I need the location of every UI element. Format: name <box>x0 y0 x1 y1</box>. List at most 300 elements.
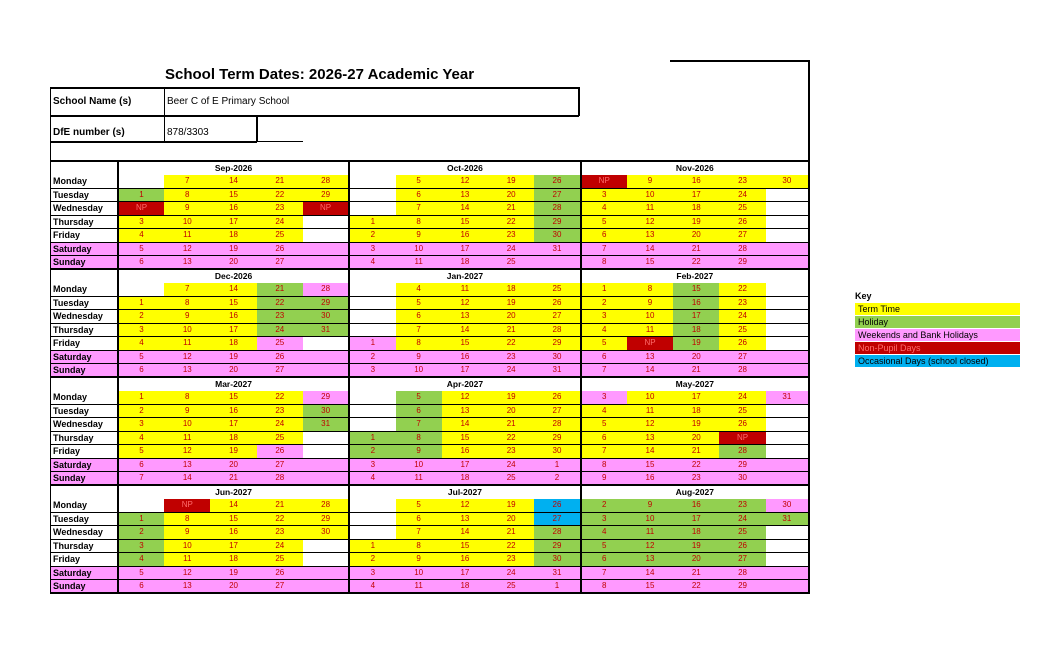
day-cell: 15 <box>627 256 673 270</box>
day-cell: 1 <box>534 580 580 594</box>
day-cell: 30 <box>303 526 349 540</box>
day-cell: NP <box>627 337 673 351</box>
day-cell: 31 <box>766 512 809 526</box>
day-cell: 1 <box>349 539 395 553</box>
day-cell: 27 <box>257 364 303 378</box>
day-cell: 4 <box>349 580 395 594</box>
day-cell: 18 <box>442 256 488 270</box>
day-cell: 16 <box>442 553 488 567</box>
day-cell <box>303 539 349 553</box>
day-cell <box>303 350 349 364</box>
day-cell: 6 <box>396 512 442 526</box>
day-label: Friday <box>51 445 118 459</box>
day-cell: 9 <box>164 202 210 216</box>
day-cell: 1 <box>581 283 627 297</box>
day-cell: 11 <box>396 472 442 486</box>
day-cell: 13 <box>164 364 210 378</box>
day-cell <box>766 337 809 351</box>
day-cell: 28 <box>719 566 765 580</box>
day-cell: 14 <box>442 323 488 337</box>
day-cell <box>766 580 809 594</box>
day-cell <box>118 499 164 513</box>
day-cell: 18 <box>442 580 488 594</box>
day-cell: 1 <box>349 215 395 229</box>
day-cell: 16 <box>442 350 488 364</box>
day-cell <box>766 323 809 337</box>
day-cell: 26 <box>719 215 765 229</box>
day-cell: 23 <box>488 553 534 567</box>
page-title: School Term Dates: 2026-27 Academic Year <box>165 66 475 83</box>
day-cell: 16 <box>673 499 719 513</box>
day-cell: 23 <box>257 202 303 216</box>
day-cell: 28 <box>257 472 303 486</box>
day-cell: 19 <box>673 337 719 351</box>
day-cell: 9 <box>396 229 442 243</box>
day-cell: 25 <box>488 580 534 594</box>
day-cell: 28 <box>303 283 349 297</box>
day-cell: 14 <box>164 472 210 486</box>
day-cell: 20 <box>673 553 719 567</box>
day-cell: 26 <box>534 499 580 513</box>
day-cell: 2 <box>349 445 395 459</box>
day-cell: 6 <box>118 256 164 270</box>
day-cell: 15 <box>627 580 673 594</box>
day-cell: 24 <box>257 215 303 229</box>
day-cell: 22 <box>257 188 303 202</box>
day-cell: 8 <box>164 512 210 526</box>
day-cell: 15 <box>442 431 488 445</box>
month-header: Aug-2027 <box>581 485 809 499</box>
day-cell: 7 <box>164 283 210 297</box>
day-label: Saturday <box>51 242 118 256</box>
day-cell: 28 <box>534 323 580 337</box>
day-cell <box>303 256 349 270</box>
day-cell <box>766 215 809 229</box>
day-label: Wednesday <box>51 526 118 540</box>
day-cell: 1 <box>118 391 164 405</box>
day-cell: 9 <box>164 526 210 540</box>
day-cell: 3 <box>581 310 627 324</box>
day-cell: 14 <box>627 566 673 580</box>
day-cell: 21 <box>257 499 303 513</box>
day-cell: 20 <box>210 256 256 270</box>
day-cell: 5 <box>581 418 627 432</box>
day-cell <box>766 283 809 297</box>
day-cell: 14 <box>210 175 256 189</box>
day-cell: 15 <box>210 512 256 526</box>
day-cell: 28 <box>719 242 765 256</box>
day-cell: 16 <box>210 526 256 540</box>
day-cell: 19 <box>673 215 719 229</box>
day-cell: 19 <box>488 499 534 513</box>
day-cell: 16 <box>442 445 488 459</box>
day-cell: 12 <box>164 445 210 459</box>
day-cell: 28 <box>719 364 765 378</box>
day-cell: 23 <box>488 350 534 364</box>
day-cell: 20 <box>673 350 719 364</box>
day-cell: 30 <box>766 499 809 513</box>
month-header: Dec-2026 <box>118 269 349 283</box>
day-cell: 27 <box>719 350 765 364</box>
day-cell: 18 <box>673 526 719 540</box>
day-cell: 12 <box>627 539 673 553</box>
day-cell <box>766 458 809 472</box>
day-cell: 9 <box>627 175 673 189</box>
day-cell: 23 <box>488 229 534 243</box>
day-cell: 5 <box>118 242 164 256</box>
day-cell: 3 <box>581 512 627 526</box>
day-cell <box>766 566 809 580</box>
right-frame-top <box>670 60 810 62</box>
day-cell: 20 <box>210 458 256 472</box>
day-cell <box>766 310 809 324</box>
day-cell: 21 <box>488 202 534 216</box>
day-cell: 22 <box>719 283 765 297</box>
day-cell: 15 <box>210 188 256 202</box>
day-cell: NP <box>303 202 349 216</box>
month-header: Jun-2027 <box>118 485 349 499</box>
day-cell: 1 <box>534 458 580 472</box>
day-label: Friday <box>51 553 118 567</box>
school-name-divider <box>164 87 165 116</box>
day-label: Monday <box>51 175 118 189</box>
day-cell: 13 <box>164 256 210 270</box>
day-cell: 13 <box>627 553 673 567</box>
header-frame-top <box>50 87 579 89</box>
day-cell: 29 <box>303 188 349 202</box>
day-cell: 22 <box>257 512 303 526</box>
day-cell: 24 <box>488 242 534 256</box>
month-header-spacer <box>51 485 118 499</box>
day-cell: 9 <box>627 296 673 310</box>
day-cell: 19 <box>673 418 719 432</box>
day-cell <box>766 242 809 256</box>
day-cell: 10 <box>627 391 673 405</box>
day-cell: 7 <box>581 566 627 580</box>
day-cell: 17 <box>210 323 256 337</box>
day-label: Sunday <box>51 472 118 486</box>
day-cell: 29 <box>534 337 580 351</box>
day-cell: 31 <box>534 364 580 378</box>
day-cell: 9 <box>627 499 673 513</box>
day-cell: 28 <box>534 526 580 540</box>
day-cell: 27 <box>719 553 765 567</box>
day-cell: 20 <box>488 188 534 202</box>
day-cell: 16 <box>627 472 673 486</box>
day-cell: 26 <box>719 539 765 553</box>
day-cell: 8 <box>581 580 627 594</box>
day-cell: 21 <box>488 323 534 337</box>
day-cell <box>303 215 349 229</box>
day-cell: 15 <box>673 283 719 297</box>
day-cell: 29 <box>303 391 349 405</box>
day-label: Tuesday <box>51 512 118 526</box>
day-cell: 14 <box>627 242 673 256</box>
day-label: Thursday <box>51 215 118 229</box>
day-cell: 12 <box>627 418 673 432</box>
day-cell: 22 <box>488 337 534 351</box>
day-cell <box>349 310 395 324</box>
day-label: Friday <box>51 337 118 351</box>
day-cell: 29 <box>303 296 349 310</box>
day-cell: 3 <box>118 539 164 553</box>
day-cell: 3 <box>349 242 395 256</box>
day-cell: 24 <box>488 458 534 472</box>
day-cell: 17 <box>442 566 488 580</box>
day-cell <box>349 512 395 526</box>
day-cell: 16 <box>673 175 719 189</box>
day-cell: 23 <box>719 296 765 310</box>
day-label: Thursday <box>51 323 118 337</box>
day-cell: 24 <box>257 418 303 432</box>
day-cell: 2 <box>349 553 395 567</box>
day-cell: 26 <box>719 418 765 432</box>
day-cell: 10 <box>164 323 210 337</box>
day-cell: 21 <box>488 418 534 432</box>
day-cell: 9 <box>581 472 627 486</box>
day-cell: 29 <box>303 512 349 526</box>
day-cell: 30 <box>766 175 809 189</box>
day-cell: 19 <box>488 296 534 310</box>
day-cell: 4 <box>581 404 627 418</box>
day-cell: 2 <box>581 296 627 310</box>
day-cell: 30 <box>719 472 765 486</box>
day-cell: 16 <box>442 229 488 243</box>
key-item: Weekends and Bank Holidays <box>855 329 1020 342</box>
day-cell: 18 <box>210 229 256 243</box>
day-cell: 10 <box>396 458 442 472</box>
day-cell: 9 <box>164 404 210 418</box>
day-cell <box>534 256 580 270</box>
day-cell: 13 <box>442 512 488 526</box>
day-cell: 10 <box>627 188 673 202</box>
day-cell: 14 <box>442 526 488 540</box>
day-cell: 21 <box>673 566 719 580</box>
day-cell: 27 <box>719 229 765 243</box>
day-label: Tuesday <box>51 404 118 418</box>
month-header: Feb-2027 <box>581 269 809 283</box>
day-cell <box>303 566 349 580</box>
day-cell: 12 <box>442 391 488 405</box>
day-cell: 3 <box>118 215 164 229</box>
day-cell: 16 <box>210 202 256 216</box>
day-cell: 25 <box>488 256 534 270</box>
day-cell: 12 <box>164 242 210 256</box>
day-cell: 18 <box>673 202 719 216</box>
day-cell: 4 <box>581 323 627 337</box>
day-cell: 26 <box>257 350 303 364</box>
day-cell: 1 <box>349 337 395 351</box>
day-cell <box>303 242 349 256</box>
day-cell: 14 <box>210 499 256 513</box>
day-cell: 8 <box>396 337 442 351</box>
day-cell <box>349 499 395 513</box>
day-cell: 26 <box>257 445 303 459</box>
day-cell: 13 <box>164 458 210 472</box>
day-cell: 21 <box>673 445 719 459</box>
day-cell: 27 <box>257 580 303 594</box>
day-cell <box>303 458 349 472</box>
day-cell: 20 <box>210 580 256 594</box>
day-cell: 8 <box>581 256 627 270</box>
day-cell: 25 <box>257 337 303 351</box>
day-cell: 15 <box>442 337 488 351</box>
day-cell: 19 <box>673 539 719 553</box>
calendar-table <box>50 160 810 594</box>
day-label: Wednesday <box>51 310 118 324</box>
day-cell: 4 <box>349 256 395 270</box>
day-cell <box>349 404 395 418</box>
day-cell <box>766 256 809 270</box>
day-cell: 4 <box>118 229 164 243</box>
day-label: Saturday <box>51 458 118 472</box>
day-cell: 5 <box>581 539 627 553</box>
right-frame-side <box>808 60 810 160</box>
day-cell: 8 <box>164 296 210 310</box>
day-cell: 9 <box>164 310 210 324</box>
day-cell: 29 <box>719 458 765 472</box>
day-cell: 9 <box>396 350 442 364</box>
day-cell: 17 <box>673 188 719 202</box>
day-cell: 14 <box>627 364 673 378</box>
day-cell: 13 <box>627 229 673 243</box>
day-cell: 23 <box>257 526 303 540</box>
day-cell: 13 <box>442 404 488 418</box>
day-label: Tuesday <box>51 296 118 310</box>
day-cell: 24 <box>257 539 303 553</box>
day-cell: 18 <box>673 404 719 418</box>
day-cell: 23 <box>257 310 303 324</box>
day-cell: 15 <box>210 391 256 405</box>
day-cell: 3 <box>349 566 395 580</box>
day-cell: 5 <box>118 350 164 364</box>
day-cell: 2 <box>534 472 580 486</box>
day-cell: 17 <box>442 458 488 472</box>
day-cell: 25 <box>257 229 303 243</box>
day-cell <box>349 175 395 189</box>
day-cell: 26 <box>719 337 765 351</box>
day-cell: 4 <box>118 431 164 445</box>
day-cell: 21 <box>673 242 719 256</box>
day-cell <box>766 202 809 216</box>
day-cell: 4 <box>396 283 442 297</box>
day-cell: 1 <box>118 188 164 202</box>
day-cell: 17 <box>442 242 488 256</box>
day-cell: 22 <box>488 431 534 445</box>
day-cell <box>766 229 809 243</box>
day-cell: 8 <box>581 458 627 472</box>
day-cell: 29 <box>719 256 765 270</box>
day-label: Monday <box>51 283 118 297</box>
day-cell <box>303 445 349 459</box>
day-cell: 3 <box>349 364 395 378</box>
day-cell <box>303 580 349 594</box>
day-label: Monday <box>51 499 118 513</box>
day-cell: 25 <box>719 404 765 418</box>
day-cell <box>766 539 809 553</box>
day-cell: 14 <box>210 283 256 297</box>
day-cell: 21 <box>673 364 719 378</box>
day-cell: 22 <box>488 539 534 553</box>
day-cell: 1 <box>349 431 395 445</box>
day-cell: 17 <box>210 418 256 432</box>
day-cell: 25 <box>719 526 765 540</box>
day-cell <box>766 472 809 486</box>
day-cell: 31 <box>303 323 349 337</box>
key-item: Non-Pupil Days <box>855 342 1020 355</box>
day-cell: 14 <box>442 202 488 216</box>
day-cell <box>766 553 809 567</box>
day-cell: 22 <box>673 458 719 472</box>
day-label: Monday <box>51 391 118 405</box>
day-cell: 3 <box>118 323 164 337</box>
day-cell: 6 <box>581 431 627 445</box>
school-name-label: School Name (s) <box>53 96 132 107</box>
day-cell: NP <box>581 175 627 189</box>
day-cell: 8 <box>627 283 673 297</box>
day-label: Friday <box>51 229 118 243</box>
day-cell: 13 <box>164 580 210 594</box>
day-cell: 6 <box>396 188 442 202</box>
day-cell: 20 <box>210 364 256 378</box>
day-cell: 24 <box>257 323 303 337</box>
day-cell: 12 <box>442 175 488 189</box>
day-label: Thursday <box>51 539 118 553</box>
day-cell: 31 <box>534 242 580 256</box>
key-item: Holiday <box>855 316 1020 329</box>
day-label: Saturday <box>51 566 118 580</box>
day-cell <box>766 188 809 202</box>
day-cell: 30 <box>534 350 580 364</box>
day-cell <box>766 431 809 445</box>
day-cell: 11 <box>164 337 210 351</box>
day-cell: 19 <box>488 175 534 189</box>
day-label: Wednesday <box>51 418 118 432</box>
day-label: Wednesday <box>51 202 118 216</box>
day-cell: 14 <box>627 445 673 459</box>
school-name-value: Beer C of E Primary School <box>167 96 290 107</box>
key-items <box>855 303 1020 368</box>
day-cell: 28 <box>534 202 580 216</box>
day-cell: 27 <box>534 188 580 202</box>
day-cell: 28 <box>303 499 349 513</box>
day-cell <box>303 553 349 567</box>
day-cell: 5 <box>396 391 442 405</box>
day-cell <box>766 296 809 310</box>
day-cell: 10 <box>627 310 673 324</box>
month-header: Sep-2026 <box>118 161 349 175</box>
month-header: Jul-2027 <box>349 485 580 499</box>
day-cell: 22 <box>488 215 534 229</box>
day-cell: 26 <box>534 296 580 310</box>
day-cell <box>766 350 809 364</box>
day-cell: 20 <box>488 404 534 418</box>
day-cell: 8 <box>396 539 442 553</box>
day-cell: 9 <box>396 553 442 567</box>
day-cell: 24 <box>719 512 765 526</box>
day-cell <box>766 445 809 459</box>
day-cell: 26 <box>257 566 303 580</box>
day-label: Sunday <box>51 364 118 378</box>
key-item: Term Time <box>855 303 1020 316</box>
month-header: Apr-2027 <box>349 377 580 391</box>
day-cell: 21 <box>210 472 256 486</box>
day-cell: 3 <box>581 391 627 405</box>
day-cell: 11 <box>627 526 673 540</box>
day-cell: 3 <box>581 188 627 202</box>
day-cell: 18 <box>442 472 488 486</box>
dfe-divider <box>164 117 165 142</box>
